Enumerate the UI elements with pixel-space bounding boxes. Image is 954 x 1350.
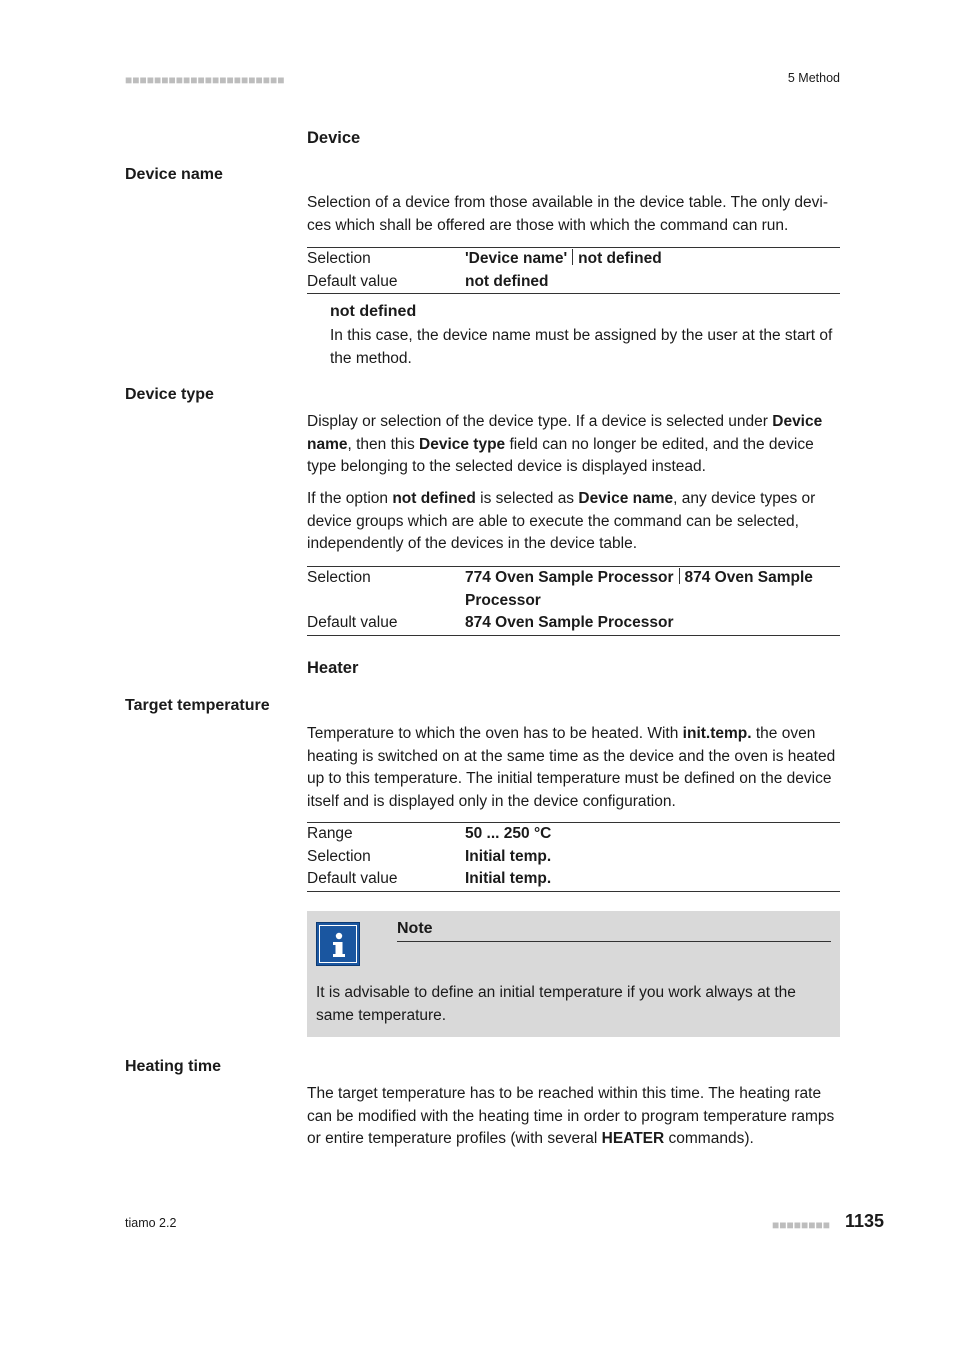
table-key: Selection bbox=[307, 250, 371, 267]
section-title-heater: Heater bbox=[307, 659, 359, 677]
bold-term: not defined bbox=[392, 490, 476, 507]
option-description: In this case, the device name must be assigned by the user at the start of the method. bbox=[330, 327, 833, 367]
selection-option: 774 Oven Sample Processor bbox=[465, 569, 674, 586]
table-value: 50 ... 250 °C bbox=[465, 825, 552, 842]
param-label-heating-time: Heating time bbox=[125, 1058, 222, 1075]
table-key: Default value bbox=[307, 870, 398, 887]
text: is selected as bbox=[475, 490, 579, 507]
table-value: Initial temp. bbox=[465, 870, 552, 887]
bold-term: HEATER bbox=[601, 1130, 665, 1147]
selection-option: 874 Oven Sample Processor bbox=[465, 569, 813, 609]
text: field can no longer be edited, and the device type belonging to the selected device is displayed instead. bbox=[307, 435, 814, 475]
option-title-not-defined: not defined bbox=[330, 303, 417, 320]
text: Temperature to which the oven has to be heated. With bbox=[307, 725, 683, 742]
note-divider bbox=[397, 941, 831, 942]
table-row bbox=[307, 846, 840, 869]
table-value bbox=[465, 567, 840, 612]
selection-option: 'Device name' bbox=[465, 250, 568, 267]
device-name-desc-line2: ces which shall be offered are those with which the command can run. bbox=[307, 216, 789, 234]
param-label-device-type: Device type bbox=[125, 386, 214, 403]
table-key: Selection bbox=[307, 847, 371, 865]
table-key: Selection bbox=[307, 569, 371, 586]
table-key: Range bbox=[307, 825, 353, 842]
text: , then this bbox=[347, 435, 420, 453]
device-type-paragraph-1 bbox=[307, 411, 840, 479]
table-value: not defined bbox=[465, 272, 549, 290]
text: The target temperature has to be reached within this time. The heating rate can be modified with the heating time in order to program temperature ramps or entire temperature profiles (with several bbox=[307, 1085, 835, 1147]
table-row bbox=[307, 868, 840, 891]
table-row bbox=[307, 567, 840, 612]
device-name-description bbox=[307, 192, 840, 237]
table-row bbox=[307, 248, 840, 271]
bold-term: init.temp. bbox=[682, 725, 752, 742]
param-label-device-name: Device name bbox=[125, 166, 223, 183]
text: If the option bbox=[307, 490, 393, 507]
text: , any device types or device groups which are able to execute the command can be selected, independently of the devices in the device table. bbox=[307, 490, 816, 552]
table-key: Default value bbox=[307, 614, 398, 631]
text: commands). bbox=[664, 1130, 754, 1147]
note-box bbox=[307, 911, 840, 1037]
separator bbox=[572, 249, 573, 265]
param-label-target-temperature: Target temperature bbox=[125, 697, 270, 714]
table-value: 874 Oven Sample Processor bbox=[465, 614, 674, 631]
table-row bbox=[307, 612, 840, 635]
bold-term: Device name bbox=[578, 490, 674, 507]
table-value: Initial temp. bbox=[465, 847, 552, 865]
chapter-title: 5 Method bbox=[787, 71, 840, 85]
footer-decoration: ■■■■■■■■ bbox=[772, 1218, 830, 1232]
note-title: Note bbox=[397, 920, 433, 937]
table-row bbox=[307, 271, 840, 294]
table-key: Default value bbox=[307, 272, 398, 290]
table-value bbox=[465, 248, 840, 271]
text: Display or selection of the device type. If a device is selected under bbox=[307, 413, 773, 430]
text: the oven heating is switched on at the same time as the device and the oven is heated up to this temperature. The initial temperature must be defined on the device itself and is displayed only in the device configuration. bbox=[307, 725, 836, 810]
separator bbox=[679, 568, 680, 584]
heating-time-description bbox=[307, 1083, 840, 1151]
bold-term: Device name bbox=[307, 413, 823, 453]
table-row bbox=[307, 823, 840, 846]
footer-product: tiamo 2.2 bbox=[125, 1216, 177, 1230]
header-decoration: ■■■■■■■■■■■■■■■■■■■■■■ bbox=[125, 73, 285, 87]
target-temperature-table bbox=[307, 822, 840, 892]
info-icon bbox=[316, 922, 360, 966]
device-type-paragraph-2 bbox=[307, 488, 840, 556]
selection-option: not defined bbox=[578, 250, 662, 267]
device-name-table bbox=[307, 247, 840, 294]
device-type-table bbox=[307, 566, 840, 636]
section-title-device: Device bbox=[307, 129, 361, 147]
target-temperature-description bbox=[307, 723, 840, 813]
note-text: It is advisable to define an initial temperature if you work always at the same temperature. bbox=[316, 984, 796, 1024]
bold-term: Device type bbox=[419, 435, 506, 453]
info-icon-glyph bbox=[317, 923, 361, 967]
page-number: 1135 bbox=[845, 1211, 885, 1231]
device-name-desc-line1: Selection of a device from those available in the device table. The only devi- bbox=[307, 194, 828, 211]
